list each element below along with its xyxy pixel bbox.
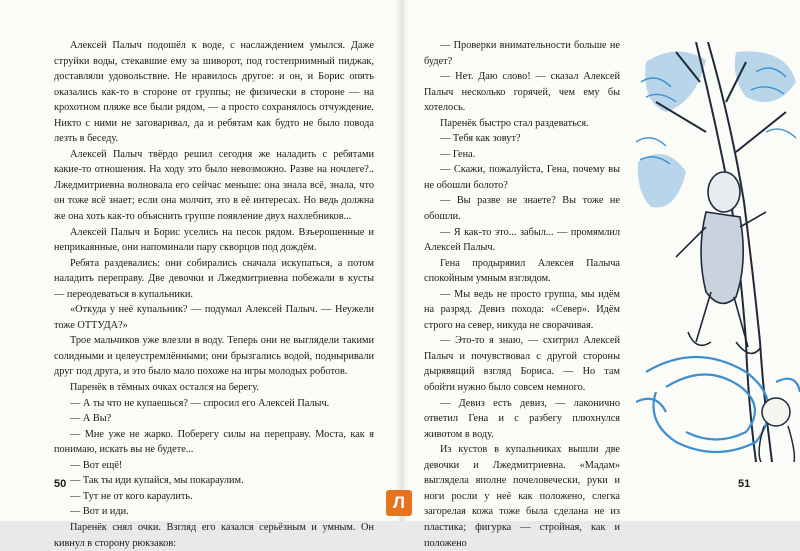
paragraph: — Вот и иди. (70, 506, 129, 518)
page-number-right: 51 (738, 478, 751, 490)
paragraph: Гена продырявил Алексея Палыча спокойным умным взглядом. (424, 257, 620, 285)
climbing-figure (676, 172, 766, 353)
page-number-left: 50 (54, 478, 67, 490)
paragraph: Алексей Палыч твёрдо решил сегодня же наладить с ребятами какие-то отношения. На ходу это было невозможно. Разве на ночлеге?.. Лжедмитриевна волновала его сейчас меньше: она знала всё, знала, что он тоже всё знает; если она молчит, это в её интересах. Но ведь должна же она хоть как-то объяснить группе появление двух нахлебников... (54, 148, 374, 223)
paragraph: — Я как-то это... забыл... — промямлил Алексей Палыч. (424, 226, 620, 254)
publisher-logo (386, 490, 412, 516)
paragraph: — Это-то я знаю, — схитрил Алексей Палыч и почувствовал с другой стороны дырявящий взгляд Бориса. — Но там обойти нужно было совсем немного. (424, 335, 620, 394)
paragraph: — А Вы? (70, 413, 112, 425)
paragraph: Из кустов в купальниках вышли две девочки и Лжедмитриевна. «Мадам» выглядела вполне почеловечески, руки и ноги росли у неё как положено, слегка загорелая кожа тоже была сделана не из пластика; фигурка — стройная, как и положено (424, 444, 620, 549)
paragraph: — Вы разве не знаете? Вы тоже не обошли. (424, 195, 620, 223)
paragraph: Алексей Палыч и Борис уселись на песок рядом. Взъерошенные и неприкаянные, они напоминали пару скворцов под дождём. (54, 226, 374, 254)
paragraph: — Мы ведь не просто группа, мы идём на разряд. Девиз похода: «Север». Идём строго на север, никуда не сворачивая. (424, 288, 620, 331)
paragraph: — А ты что не купаешься? — спросил его Алексей Палыч. (70, 397, 330, 409)
right-page-text (424, 38, 620, 551)
paragraph: — Скажи, пожалуйста, Гена, почему вы не обошли болото? (424, 164, 620, 191)
illustration (636, 42, 800, 462)
paragraph: — Проверки внимательности больше не будет? (424, 40, 620, 67)
paragraph: — Мне уже не жарко. Поберегу силы на переправу. Моста, как я понимаю, искать вы не будете... (54, 428, 374, 456)
paragraph: — Тут не от кого караулить. (70, 490, 193, 502)
paragraph: Паренёк быстро стал раздеваться. (440, 117, 589, 129)
paragraph: — Так ты иди купайся, мы покараулим. (70, 475, 244, 487)
paragraph: Алексей Палыч подошёл к воде, с наслаждением умылся. Даже струйки воды, стекавшие ему за шиворот, под гостеприимный пиджак, доставляли удовольствие. Не нравилось другое: и он, и Борис опять оказались как-то в стороне от группы; не физически в стороне — на крохотном пляже все были рядом, — а просто сохранялось отчуждение. Никто с ними не заговаривал, да и ребятам как будто не было повода лезть в беседу. (54, 40, 374, 145)
paragraph: Паренёк в тёмных очках остался на берегу. (70, 382, 259, 394)
book-gutter (396, 0, 408, 521)
paragraph: — Девиз есть девиз, — лаконично ответил Гена и с разбегу плюхнулся животом в воду. (424, 397, 620, 440)
publisher-logo-letter: Л (393, 493, 405, 512)
left-page-text (54, 38, 374, 551)
paragraph: — Тебя как зовут? (440, 133, 521, 145)
paragraph: — Нет. Даю слово! — сказал Алексей Палыч несколько горячей, чем ему бы хотелось. (424, 71, 620, 114)
paragraph: «Откуда у неё купальник? — подумал Алексей Палыч. — Неужели тоже ОТТУДА?» (54, 304, 374, 331)
paragraph: Трое мальчиков уже влезли в воду. Теперь они не выглядели такими солидными и целеустремлёнными; они брызгались водой, подныривали друг под друга, и это было мало похоже на игры молодых роботов. (54, 335, 374, 378)
paragraph: — Гена. (440, 148, 476, 160)
paragraph: Ребята раздевались: они собирались сначала искупаться, а потом наладить переправу. Две девочки и Лжедмитриевна побежали в кусты — переодеваться в купальники. (54, 257, 374, 300)
paragraph: — Вот ещё! (70, 459, 123, 471)
paragraph: Паренёк снял очки. Взгляд его казался серьёзным и умным. Он кивнул в сторону рюкзаков: (54, 521, 374, 549)
